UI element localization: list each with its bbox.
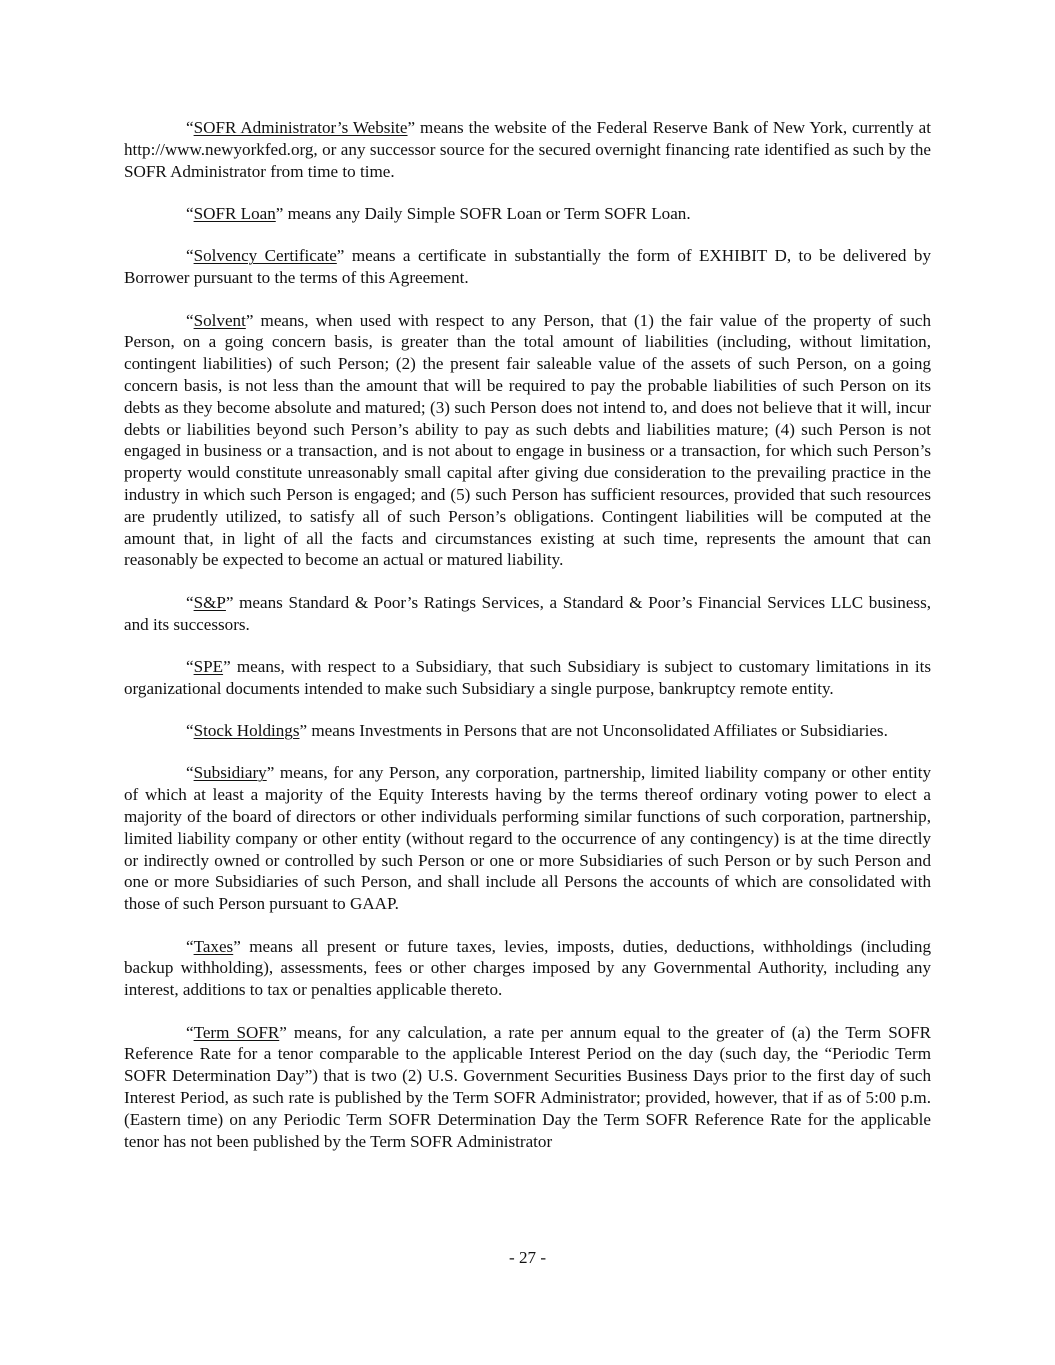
definition-text: ” means, with respect to a Subsidiary, that such Subsidiary is subject to customary limitations in its organizational documents intended to make such Subsidiary a single purpose, bankruptcy remote entity. <box>124 656 931 698</box>
definition-text: ” means, when used with respect to any Person, that (1) the fair value of the property of such Person, on a going concern basis, is greater than the total amount of liabilities (including, without limitation, contingent liabilities) of such Person; (2) the present fair saleable value of the assets of such Person, on a going concern basis, is not less than the amount that will be required to pay the probable liabilities of such Person on its debts as they become absolute and matured; (3) such Person does not intend to, and does not believe that it will, incur debts or liabilities beyond such Person’s ability to pay as such debts and liabilities mature; (4) such Person is not engaged in business or a transaction, and is not about to engage in business or a transaction, for which such Person’s property would constitute unreasonably small capital after giving due consideration to the prevailing practice in the industry in which such Person is engaged; and (5) such Person has sufficient resources, provided that such resources are prudently utilized, to satisfy all of such Person’s obligations. Contingent liabilities will be computed at the amount that, in light of all the facts and circumstances existing at such time, represents the amount that can reasonably be expected to become an actual or matured liability. <box>124 310 931 570</box>
document-page <box>124 117 931 1173</box>
definition-sofr-administrators-website <box>124 117 931 182</box>
open-quote: “ <box>186 246 194 266</box>
defined-term: Stock Holdings <box>193 721 300 741</box>
defined-term: Term SOFR <box>193 1022 280 1042</box>
definition-sofr-loan <box>124 203 931 225</box>
page-number: - 27 - <box>508 1248 547 1267</box>
open-quote: “ <box>186 936 194 956</box>
defined-term: Subsidiary <box>193 763 267 783</box>
defined-term: SOFR Loan <box>193 203 276 223</box>
open-quote: “ <box>186 310 194 330</box>
open-quote: “ <box>186 203 194 223</box>
definition-subsidiary <box>124 762 931 915</box>
defined-term: SOFR Administrator’s Website <box>193 118 408 137</box>
definition-text: ” means, for any Person, any corporation, partnership, limited liability company or other entity of which at least a majority of the Equity Interests having by the terms thereof ordinary voting power to elect a majority of the board of directors or other individuals performing similar functions of such corporation, partnership, limited liability company or other entity (without regard to the occurrence of any contingency) is at the time directly or indirectly owned or controlled by such Person or one or more Subsidiaries of such Person or by such Person and one or more Subsidiaries of such Person, and shall include all Persons the accounts of which are consolidated with those of such Person pursuant to GAAP. <box>124 763 931 914</box>
definition-text: ” means, for any calculation, a rate per annum equal to the greater of (a) the Term SOFR Reference Rate for a tenor comparable to the applicable Interest Period on the day (such day, the “Periodic Term SOFR Determination Day”) that is two (2) U.S. Government Securities Business Days prior to the first day of such Interest Period, as such rate is published by the Term SOFR Administrator; provided, however, that if as of 5:00 p.m. (Eastern time) on any Periodic Term SOFR Determination Day the Term SOFR Reference Rate for the applicable tenor has not been published by the Term SOFR Administrator <box>124 1022 932 1151</box>
definition-text: ” means Investments in Persons that are not Unconsolidated Affiliates or Subsidiaries. <box>299 721 888 741</box>
open-quote: “ <box>186 656 194 676</box>
defined-term: SPE <box>193 656 224 676</box>
definition-s-and-p <box>124 592 931 636</box>
definition-taxes <box>124 936 931 1001</box>
definition-text: ” means any Daily Simple SOFR Loan or Term SOFR Loan. <box>275 203 691 223</box>
defined-term: Solvency Certificate <box>193 246 337 266</box>
open-quote: “ <box>186 763 194 783</box>
definition-text: ” means all present or future taxes, levies, imposts, duties, deductions, withholdings (including backup withholding), assessments, fees or other charges imposed by any Governmental Authority, including any interest, additions to tax or penalties applicable thereto. <box>124 936 931 1000</box>
defined-term: Solvent <box>193 310 246 330</box>
defined-term: S&P <box>193 592 226 612</box>
definition-stock-holdings <box>124 720 931 742</box>
definition-text: ” means a certificate in substantially the form of EXHIBIT D, to be delivered by Borrower pursuant to the terms of this Agreement. <box>124 246 931 288</box>
definition-solvent <box>124 310 931 572</box>
open-quote: “ <box>186 592 194 612</box>
open-quote: “ <box>186 118 194 137</box>
definition-term-sofr <box>124 1022 931 1153</box>
definition-solvency-certificate <box>124 245 931 289</box>
definition-text: ” means the website of the Federal Reserve Bank of New York, currently at http://www.newyorkfed.org, or any successor source for the secured overnight financing rate identified as such by the SOFR Administrator from time to time. <box>124 118 931 181</box>
defined-term: Taxes <box>193 936 234 956</box>
definition-spe <box>124 656 931 700</box>
open-quote: “ <box>186 1022 194 1042</box>
definition-text: ” means Standard & Poor’s Ratings Services, a Standard & Poor’s Financial Services LLC business, and its successors. <box>124 592 931 634</box>
open-quote: “ <box>186 721 194 741</box>
